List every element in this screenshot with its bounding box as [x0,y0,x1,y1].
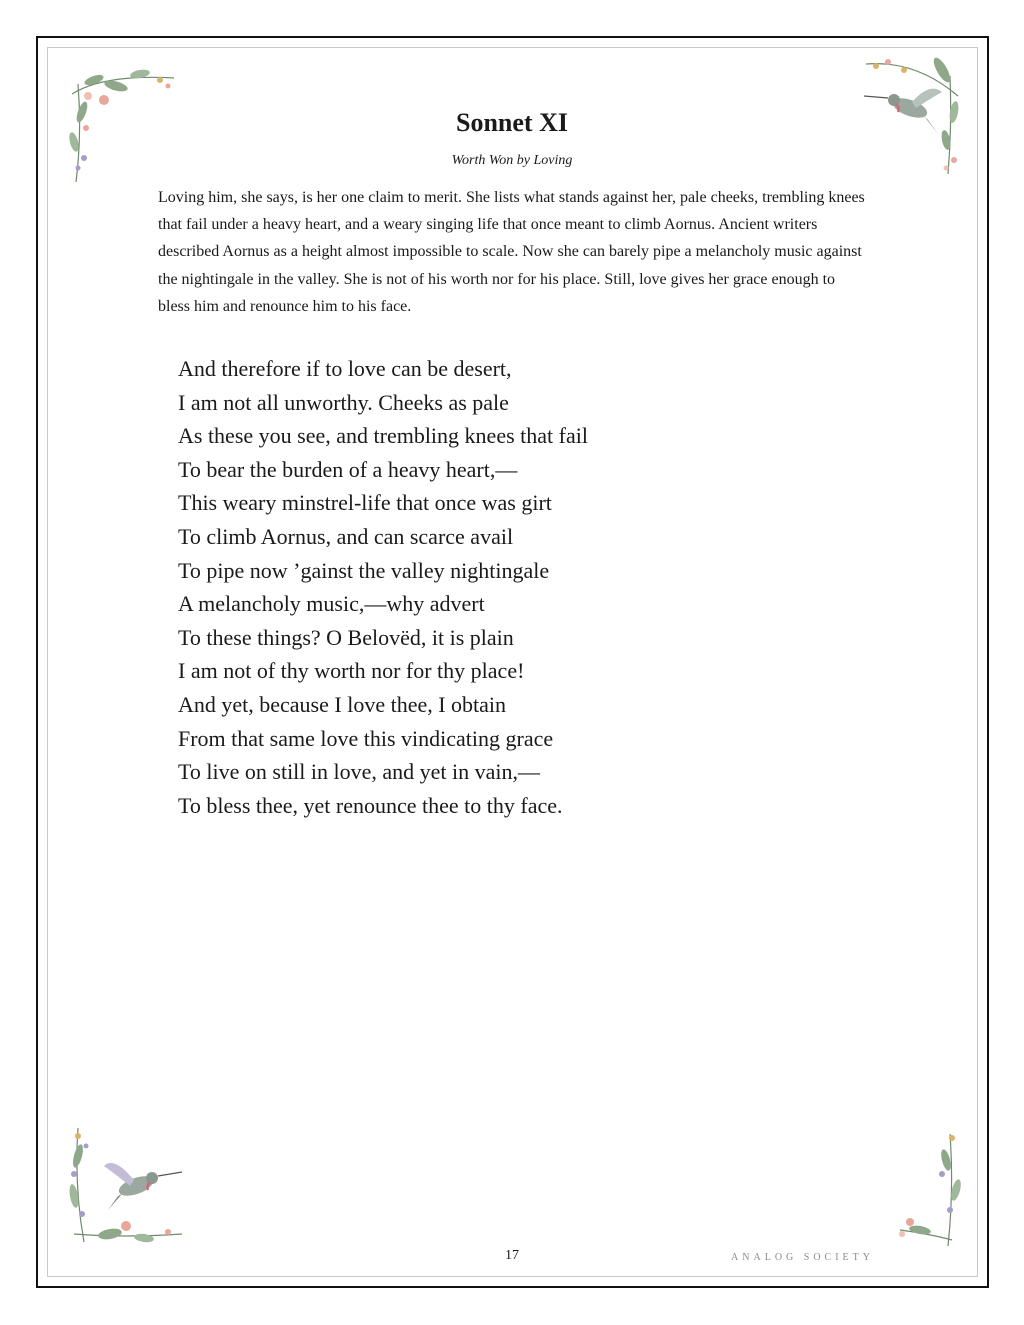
poem-line: And yet, because I love thee, I obtain [178,691,507,717]
poem-line: To these things? O Belovëd, it is plain [178,624,514,650]
poem-line: A melancholy music,—why advert [178,591,485,617]
poem-line: And therefore if to love can be desert, [178,356,512,381]
poem-line: This weary minstrel-life that once was girt [178,490,552,516]
summary-paragraph: Loving him, she says, is her one claim to merit. She lists what stands against her, pale cheeks, trembling knees that fail under a heavy heart, and a weary singing life that once meant to climb Aornus. Ancient writers described Aornus as a height almost impossible to scale. Now she can barely pipe a melancholy music against the nightingale in the valley. She is not of his worth nor for his place. Still, love gives her grace enough to bless him and renounce him to his face. [158,189,865,315]
poem-line: To bless thee, yet renounce thee to thy face. [178,792,563,818]
poem-line: From that same love this vindicating grace [178,725,554,751]
page-number: 17 [505,1248,519,1263]
poem-line: To climb Aornus, and can scarce avail [178,523,514,549]
page-subtitle: Worth Won by Loving [451,153,573,168]
hummingbird-floral-icon [64,1126,184,1246]
floral-sprig-icon [880,1130,1000,1250]
brand-footer: ANALOG SOCIETY [731,1252,874,1263]
poem-line: I am not all unworthy. Cheeks as pale [178,389,509,415]
poem-body [178,352,588,822]
poem-line: To bear the burden of a heavy heart,— [178,456,518,482]
poem-line: As these you see, and trembling knees that fail [178,423,588,449]
poem-line: I am not of thy worth nor for thy place! [178,658,525,684]
poem-line: To pipe now ’gainst the valley nightingale [178,557,550,583]
page-title: Sonnet XI [456,108,568,137]
poem-line: To live on still in love, and yet in vain,— [178,759,541,785]
